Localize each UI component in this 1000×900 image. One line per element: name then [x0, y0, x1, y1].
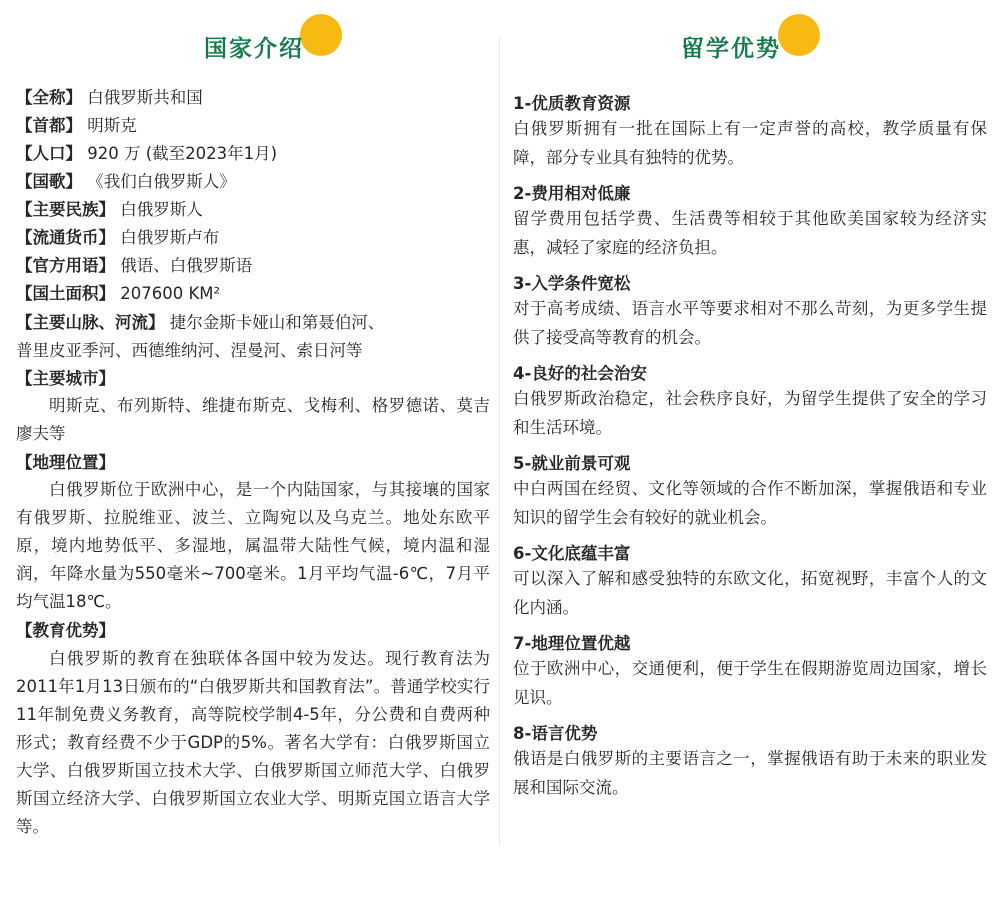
- cities-text: 明斯克、布列斯特、维捷布斯克、戈梅利、格罗德诺、莫吉廖夫等: [16, 396, 490, 443]
- advantage-body: 中白两国在经贸、文化等领域的合作不断加深，掌握俄语和专业知识的留学生会有较好的就业机会。: [513, 479, 987, 527]
- geography-text: 白俄罗斯位于欧洲中心，是一个内陆国家，与其接壤的国家有俄罗斯、拉脱维亚、波兰、立陶宛以及乌克兰。地处东欧平原，境内地势低平、多湿地，属温带大陆性气候，境内温和湿润，年降水量为550毫米~700毫米。1月平均气温-6℃，7月平均气温18℃。: [16, 480, 490, 611]
- study-advantages-title: 留学优势: [681, 36, 781, 62]
- advantage-body: 对于高考成绩、语言水平等要求相对不那么苛刻，为更多学生提供了接受高等教育的机会。: [513, 299, 987, 347]
- cities-label: 【主要城市】: [16, 369, 115, 388]
- fact-official-language: 【官方用语】 俄语、白俄罗斯语: [16, 256, 253, 275]
- fact-population: 【人口】 920 万 (截至2023年1月): [16, 144, 278, 163]
- education-label: 【教育优势】: [16, 621, 115, 640]
- geography-label: 【地理位置】: [16, 453, 115, 472]
- column-divider: [499, 38, 500, 846]
- advantage-body: 俄语是白俄罗斯的主要语言之一，掌握俄语有助于未来的职业发展和国际交流。: [513, 749, 987, 797]
- heading-accent-circle: [300, 14, 342, 56]
- advantage-body: 白俄罗斯政治稳定，社会秩序良好，为留学生提供了安全的学习和生活环境。: [513, 389, 987, 437]
- advantage-title: 5-就业前景可观: [513, 454, 631, 473]
- fact-capital: 【首都】 明斯克: [16, 116, 137, 135]
- advantage-title: 4-良好的社会治安: [513, 364, 647, 383]
- fact-anthem: 【国歌】 《我们白俄罗斯人》: [16, 172, 236, 191]
- advantage-title: 8-语言优势: [513, 724, 598, 743]
- study-advantages-heading: [681, 14, 781, 64]
- advantage-body: 白俄罗斯拥有一批在国际上有一定声誉的高校，教学质量有保障，部分专业具有独特的优势。: [513, 119, 987, 167]
- country-intro-heading: [204, 14, 304, 64]
- advantage-body: 位于欧洲中心，交通便利，便于学生在假期游览周边国家，增长见识。: [513, 659, 987, 707]
- advantage-title: 1-优质教育资源: [513, 94, 631, 113]
- advantage-title: 7-地理位置优越: [513, 634, 631, 653]
- fact-currency: 【流通货币】 白俄罗斯卢布: [16, 228, 220, 247]
- advantage-title: 2-费用相对低廉: [513, 184, 631, 203]
- advantage-title: 6-文化底蕴丰富: [513, 544, 631, 563]
- fact-full-name: 【全称】 白俄罗斯共和国: [16, 88, 203, 107]
- fact-mountains-rivers-cont: 普里皮亚季河、西德维纳河、涅曼河、索日河等: [16, 341, 363, 360]
- fact-ethnic-group: 【主要民族】 白俄罗斯人: [16, 200, 203, 219]
- advantage-title: 3-入学条件宽松: [513, 274, 631, 293]
- fact-mountains-rivers: 【主要山脉、河流】 捷尔金斯卡娅山和第聂伯河、: [16, 313, 385, 332]
- heading-accent-circle: [778, 14, 820, 56]
- fact-area: 【国土面积】 207600 KM²: [16, 284, 221, 303]
- advantage-body: 留学费用包括学费、生活费等相较于其他欧美国家较为经济实惠，减轻了家庭的经济负担。: [513, 209, 987, 257]
- country-intro-title: 国家介绍: [204, 36, 304, 62]
- education-text: 白俄罗斯的教育在独联体各国中较为发达。现行教育法为2011年1月13日颁布的“白俄罗斯共和国教育法”。普通学校实行11年制免费义务教育，高等院校学制4-5年，分公费和自费两种形式；教育经费不少于GDP的5%。著名大学有：白俄罗斯国立大学、白俄罗斯国立技术大学、白俄罗斯国立师范大学、白俄罗斯国立经济大学、白俄罗斯国立农业大学、明斯克国立语言大学等。: [16, 649, 490, 836]
- advantage-body: 可以深入了解和感受独特的东欧文化，拓宽视野，丰富个人的文化内涵。: [513, 569, 987, 617]
